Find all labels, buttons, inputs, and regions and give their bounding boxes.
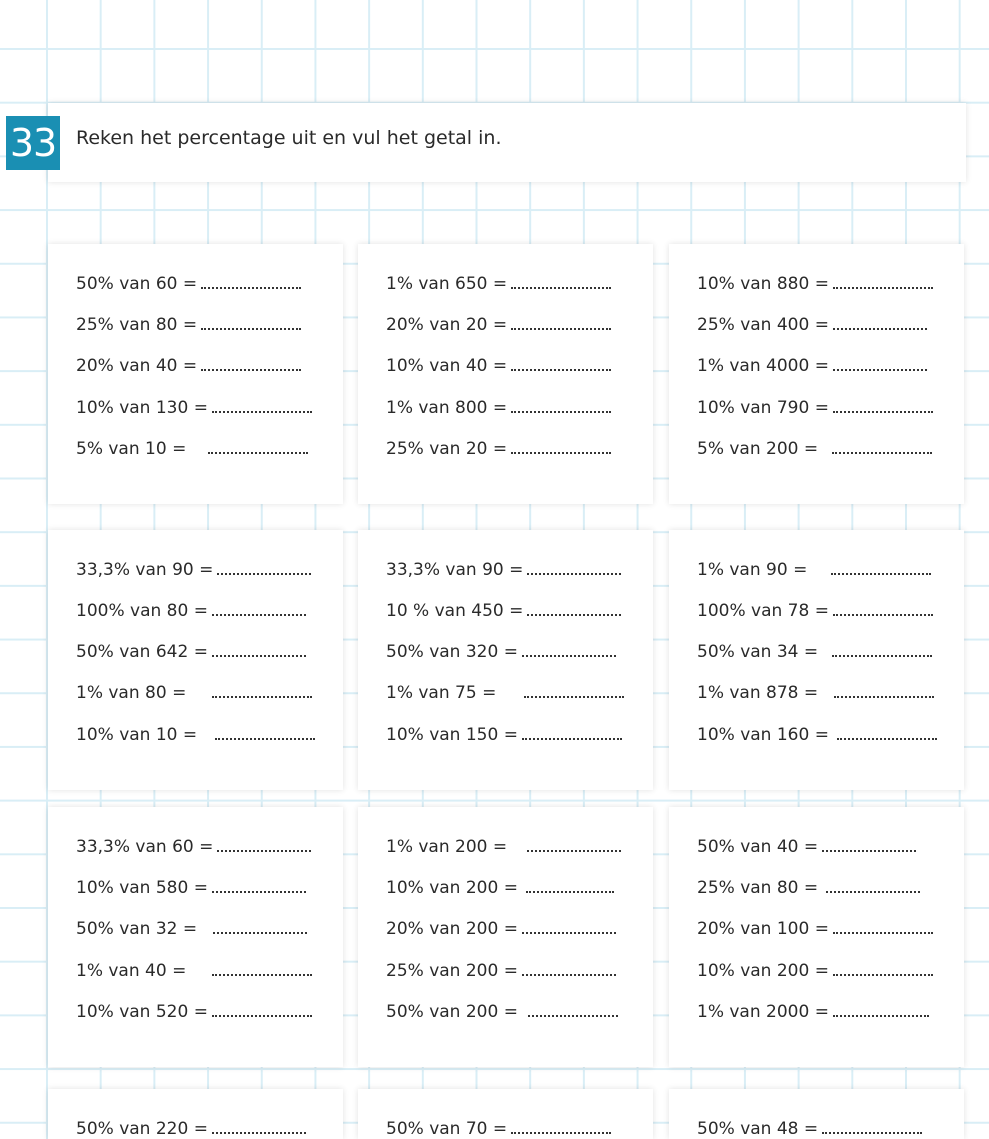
exercise-question: 10% van 160 = xyxy=(697,725,829,745)
exercise-item[interactable] xyxy=(386,683,624,703)
answer-blank[interactable] xyxy=(212,1122,306,1134)
exercise-question: 100% van 78 = xyxy=(697,601,829,621)
exercise-card-11 xyxy=(358,1089,653,1139)
answer-blank[interactable] xyxy=(212,604,306,616)
answer-blank[interactable] xyxy=(528,1005,618,1017)
exercise-number-badge: 33 xyxy=(6,116,60,170)
answer-blank[interactable] xyxy=(217,563,311,575)
exercise-item[interactable] xyxy=(697,439,932,459)
exercise-item[interactable] xyxy=(76,1002,312,1022)
answer-blank[interactable] xyxy=(212,964,312,976)
exercise-question: 10% van 200 = xyxy=(386,878,518,898)
exercise-item[interactable] xyxy=(76,560,311,580)
exercise-question: 10% van 580 = xyxy=(76,878,208,898)
exercise-item[interactable] xyxy=(386,961,616,981)
exercise-item[interactable] xyxy=(76,439,308,459)
answer-blank[interactable] xyxy=(208,442,308,454)
exercise-item[interactable] xyxy=(697,356,927,376)
exercise-question: 100% van 80 = xyxy=(76,601,208,621)
exercise-item[interactable] xyxy=(697,398,933,418)
answer-blank[interactable] xyxy=(217,840,311,852)
exercise-item[interactable] xyxy=(76,398,312,418)
exercise-card-8 xyxy=(358,807,653,1067)
exercise-question: 25% van 400 = xyxy=(697,315,829,335)
exercise-question: 1% van 650 = xyxy=(386,274,508,294)
exercise-card-12 xyxy=(669,1089,964,1139)
answer-blank[interactable] xyxy=(522,728,622,740)
answer-blank[interactable] xyxy=(511,318,611,330)
answer-blank[interactable] xyxy=(201,359,301,371)
exercise-item[interactable] xyxy=(76,315,301,335)
answer-blank[interactable] xyxy=(833,318,927,330)
exercise-item[interactable] xyxy=(386,315,611,335)
exercise-item[interactable] xyxy=(76,1119,306,1139)
exercise-item[interactable] xyxy=(386,1002,618,1022)
exercise-question: 50% van 34 = xyxy=(697,642,819,662)
answer-blank[interactable] xyxy=(831,563,931,575)
exercise-question: 33,3% van 90 = xyxy=(386,560,524,580)
exercise-card-6 xyxy=(669,530,964,790)
exercise-item[interactable] xyxy=(76,274,301,294)
exercise-item[interactable] xyxy=(697,601,933,621)
exercise-question: 50% van 320 = xyxy=(386,642,518,662)
exercise-card-4 xyxy=(48,530,343,790)
answer-blank[interactable] xyxy=(212,645,306,657)
exercise-item[interactable] xyxy=(386,1119,611,1139)
answer-blank[interactable] xyxy=(527,840,621,852)
exercise-question: 1% van 200 = xyxy=(386,837,508,857)
exercise-card-5 xyxy=(358,530,653,790)
exercise-card-1 xyxy=(48,244,343,504)
exercise-question: 1% van 80 = xyxy=(76,683,187,703)
exercise-item[interactable] xyxy=(697,274,933,294)
answer-blank[interactable] xyxy=(522,645,616,657)
exercise-question: 25% van 80 = xyxy=(697,878,819,898)
exercise-question: 50% van 60 = xyxy=(76,274,198,294)
exercise-item[interactable] xyxy=(697,315,927,335)
exercise-item[interactable] xyxy=(697,560,931,580)
exercise-question: 1% van 2000 = xyxy=(697,1002,829,1022)
exercise-question: 10% van 40 = xyxy=(386,356,508,376)
exercise-item[interactable] xyxy=(76,725,315,745)
exercise-question: 1% van 40 = xyxy=(76,961,187,981)
exercise-item[interactable] xyxy=(386,274,611,294)
exercise-item[interactable] xyxy=(386,560,621,580)
exercise-item[interactable] xyxy=(697,837,916,857)
exercise-question: 50% van 70 = xyxy=(386,1119,508,1139)
exercise-question: 33,3% van 60 = xyxy=(76,837,214,857)
exercise-item[interactable] xyxy=(76,642,306,662)
exercise-question: 25% van 200 = xyxy=(386,961,518,981)
exercise-item[interactable] xyxy=(386,356,611,376)
answer-blank[interactable] xyxy=(527,563,621,575)
exercise-question: 10% van 520 = xyxy=(76,1002,208,1022)
exercise-card-3 xyxy=(669,244,964,504)
exercise-item[interactable] xyxy=(386,398,611,418)
exercise-header xyxy=(48,103,966,182)
exercise-item[interactable] xyxy=(697,683,934,703)
answer-blank[interactable] xyxy=(833,604,933,616)
exercise-card-10 xyxy=(48,1089,343,1139)
answer-blank[interactable] xyxy=(212,881,306,893)
exercise-question: 1% van 75 = xyxy=(386,683,497,703)
exercise-item[interactable] xyxy=(386,601,621,621)
exercise-item[interactable] xyxy=(386,439,611,459)
answer-blank[interactable] xyxy=(511,1122,611,1134)
exercise-item[interactable] xyxy=(76,601,306,621)
exercise-card-2 xyxy=(358,244,653,504)
answer-blank[interactable] xyxy=(201,318,301,330)
exercise-item[interactable] xyxy=(697,1002,929,1022)
exercise-item[interactable] xyxy=(76,837,311,857)
exercise-question: 33,3% van 90 = xyxy=(76,560,214,580)
exercise-item[interactable] xyxy=(76,961,312,981)
exercise-item[interactable] xyxy=(76,919,307,939)
answer-blank[interactable] xyxy=(511,359,611,371)
exercise-card-9 xyxy=(669,807,964,1067)
answer-blank[interactable] xyxy=(212,401,312,413)
answer-blank[interactable] xyxy=(834,686,934,698)
exercise-item[interactable] xyxy=(386,878,614,898)
answer-blank[interactable] xyxy=(833,964,933,976)
exercise-question: 5% van 200 = xyxy=(697,439,819,459)
exercise-item[interactable] xyxy=(697,919,933,939)
answer-blank[interactable] xyxy=(201,277,301,289)
answer-blank[interactable] xyxy=(822,840,916,852)
answer-blank[interactable] xyxy=(212,686,312,698)
answer-blank[interactable] xyxy=(833,277,933,289)
answer-blank[interactable] xyxy=(522,964,616,976)
exercise-item[interactable] xyxy=(697,642,932,662)
exercise-card-7 xyxy=(48,807,343,1067)
exercise-question: 5% van 10 = xyxy=(76,439,187,459)
answer-blank[interactable] xyxy=(212,1005,312,1017)
exercise-question: 25% van 80 = xyxy=(76,315,198,335)
exercise-question: 50% van 40 = xyxy=(697,837,819,857)
answer-blank[interactable] xyxy=(527,604,621,616)
exercise-item[interactable] xyxy=(386,837,621,857)
exercise-item[interactable] xyxy=(697,1119,922,1139)
exercise-question: 10% van 200 = xyxy=(697,961,829,981)
answer-blank[interactable] xyxy=(526,881,614,893)
answer-blank[interactable] xyxy=(511,277,611,289)
exercise-item[interactable] xyxy=(386,919,616,939)
exercise-question: 1% van 878 = xyxy=(697,683,819,703)
exercise-question: 50% van 642 = xyxy=(76,642,208,662)
exercise-question: 50% van 48 = xyxy=(697,1119,819,1139)
exercise-question: 1% van 90 = xyxy=(697,560,808,580)
answer-blank[interactable] xyxy=(837,728,937,740)
answer-blank[interactable] xyxy=(215,728,315,740)
answer-blank[interactable] xyxy=(832,442,932,454)
exercise-item[interactable] xyxy=(76,356,301,376)
answer-blank[interactable] xyxy=(511,401,611,413)
answer-blank[interactable] xyxy=(833,401,933,413)
answer-blank[interactable] xyxy=(833,1005,929,1017)
exercise-question: 25% van 20 = xyxy=(386,439,508,459)
exercise-question: 20% van 20 = xyxy=(386,315,508,335)
exercise-item[interactable] xyxy=(386,725,622,745)
exercise-item[interactable] xyxy=(76,683,312,703)
exercise-question: 1% van 4000 = xyxy=(697,356,829,376)
answer-blank[interactable] xyxy=(522,922,616,934)
exercise-question: 10% van 10 = xyxy=(76,725,198,745)
exercise-question: 10% van 790 = xyxy=(697,398,829,418)
exercise-item[interactable] xyxy=(697,961,933,981)
exercise-item[interactable] xyxy=(386,642,616,662)
answer-blank[interactable] xyxy=(826,881,920,893)
answer-blank[interactable] xyxy=(832,645,932,657)
answer-blank[interactable] xyxy=(511,442,611,454)
answer-blank[interactable] xyxy=(833,359,927,371)
exercise-question: 20% van 40 = xyxy=(76,356,198,376)
exercise-item[interactable] xyxy=(76,878,306,898)
exercise-question: 1% van 800 = xyxy=(386,398,508,418)
exercise-item[interactable] xyxy=(697,878,920,898)
answer-blank[interactable] xyxy=(822,1122,922,1134)
exercise-question: 10% van 880 = xyxy=(697,274,829,294)
exercise-question: 50% van 220 = xyxy=(76,1119,208,1139)
exercise-question: 20% van 200 = xyxy=(386,919,518,939)
exercise-question: 50% van 200 = xyxy=(386,1002,518,1022)
answer-blank[interactable] xyxy=(213,922,307,934)
answer-blank[interactable] xyxy=(833,922,933,934)
exercise-question: 50% van 32 = xyxy=(76,919,198,939)
exercise-question: 10 % van 450 = xyxy=(386,601,524,621)
exercise-item[interactable] xyxy=(697,725,937,745)
answer-blank[interactable] xyxy=(524,686,624,698)
exercise-question: 20% van 100 = xyxy=(697,919,829,939)
exercise-question: 10% van 130 = xyxy=(76,398,208,418)
exercise-question: 10% van 150 = xyxy=(386,725,518,745)
exercise-instruction: Reken het percentage uit en vul het getal in. xyxy=(76,127,502,149)
